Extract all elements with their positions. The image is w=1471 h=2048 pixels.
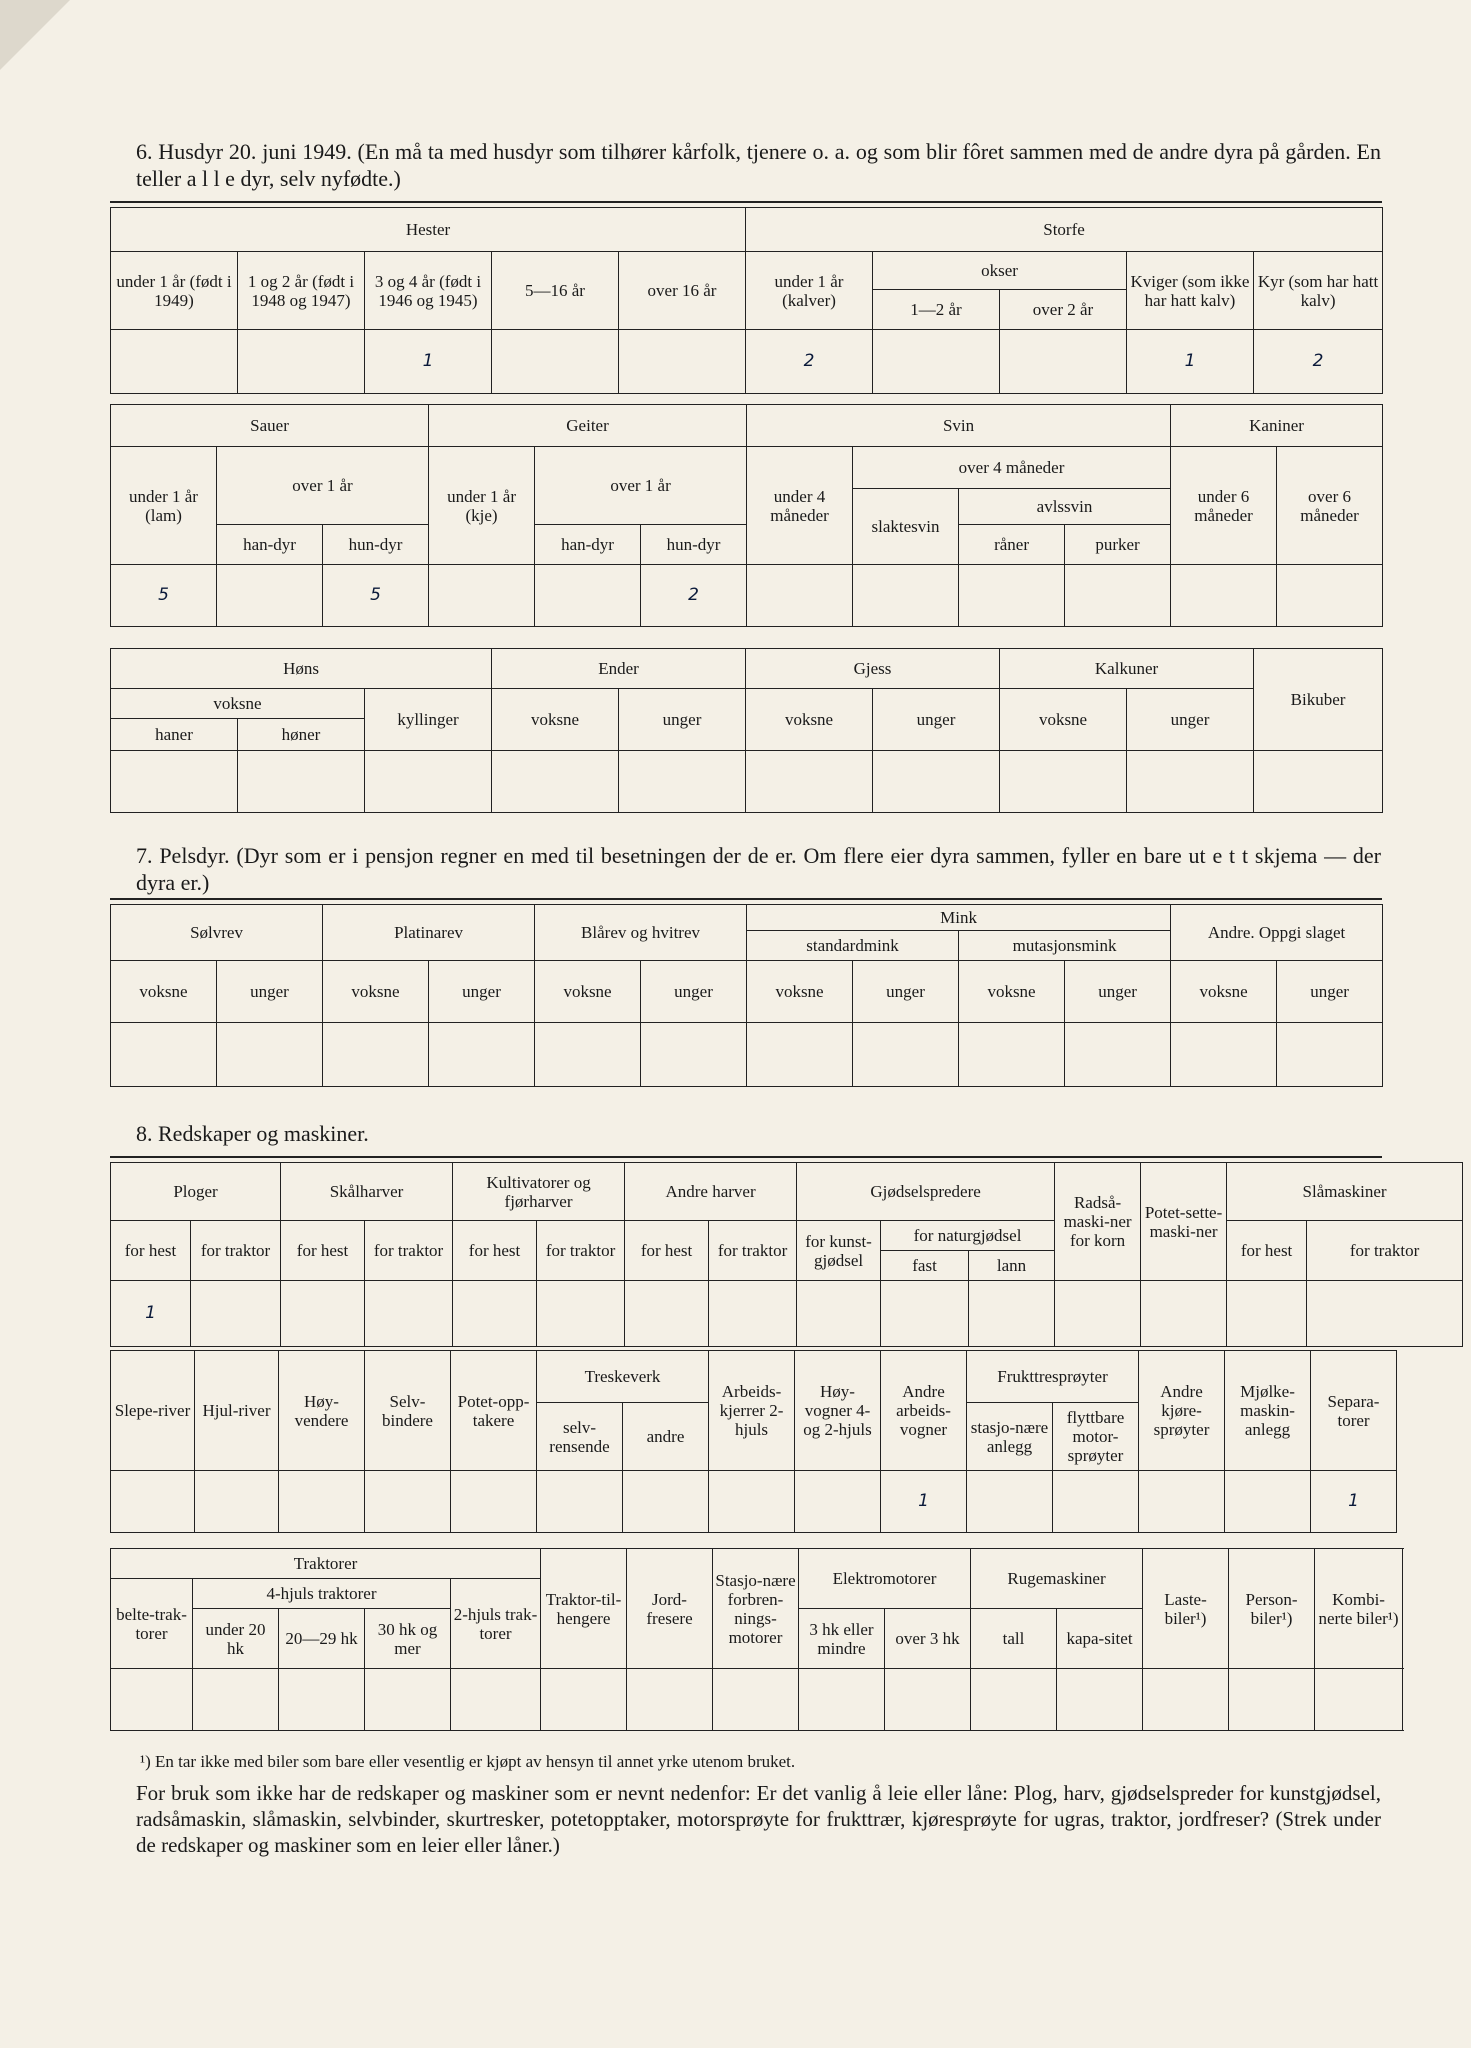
col-sauer-over1: over 1 år — [217, 447, 429, 525]
col-avlssvin: avlssvin — [959, 489, 1171, 525]
value-cell[interactable] — [1225, 1471, 1311, 1533]
col-s-okser-over2: over 2 år — [1000, 290, 1127, 330]
value-cell[interactable] — [747, 1023, 853, 1087]
col-voksne: voksne — [747, 961, 853, 1023]
section-6-rule — [110, 201, 1382, 203]
table-pelsdyr — [110, 904, 1383, 1087]
table-redskaper-1 — [110, 1162, 1463, 1347]
value-cell[interactable] — [1065, 565, 1171, 627]
col-h-under1: under 1 år (født i 1949) — [111, 252, 238, 330]
col-s-okser: okser — [873, 252, 1127, 290]
col-s-kyr: Kyr (som har hatt kalv) — [1254, 252, 1383, 330]
col-gjess-unger: unger — [873, 689, 1000, 751]
value-cell[interactable] — [193, 1669, 279, 1731]
value-cell[interactable]: 1 — [111, 1281, 191, 1347]
header-elektromotorer: Elektromotorer — [799, 1549, 971, 1609]
value-cell[interactable] — [111, 1471, 195, 1533]
closing-note: For bruk som ikke har de redskaper og maskiner som er nevnt nedenfor: Er det vanlig å leie eller låne: Plog, harv, gjødselspreder for kunstgjødsel, radsåmaskin, slåmaskin, selvbinder, skurtresker, potetopptaker, motorsprøyte for frukttrær, kjøresprøyte for ugras, traktor, jordfreser? (Strek under de redskaper og maskiner som en leier eller låner.) — [136, 1781, 1381, 1857]
col-svin-over4: over 4 måneder — [853, 447, 1171, 489]
header-ploger: Ploger — [111, 1163, 281, 1221]
col-under20: under 20 hk — [193, 1609, 279, 1669]
col-raner: råner — [959, 525, 1065, 565]
value-cell[interactable] — [623, 1471, 709, 1533]
col-fast: fast — [881, 1251, 969, 1281]
value-cell[interactable] — [971, 1669, 1057, 1731]
header-sauer: Sauer — [111, 405, 429, 447]
value-cell[interactable] — [873, 751, 1000, 813]
col-lann: lann — [969, 1251, 1055, 1281]
col-for-hest: for hest — [281, 1221, 365, 1281]
value-cell[interactable] — [873, 330, 1000, 394]
value-cell[interactable] — [111, 1023, 217, 1087]
value-cell[interactable] — [619, 330, 746, 394]
value-cell[interactable]: 5 — [111, 565, 217, 627]
value-cell[interactable] — [641, 1023, 747, 1087]
value-cell[interactable] — [709, 1281, 797, 1347]
header-treskeverk: Treskeverk — [537, 1351, 709, 1403]
value-cell[interactable] — [217, 565, 323, 627]
col-for-traktor: for traktor — [1307, 1221, 1463, 1281]
col-svin-under4: under 4 måneder — [747, 447, 853, 565]
col-hjulriver: Hjul-river — [195, 1351, 279, 1471]
header-mink: Mink — [747, 905, 1171, 931]
header-hester: Hester — [111, 208, 746, 252]
col-voksne: voksne — [323, 961, 429, 1023]
header-solvrev: Sølvrev — [111, 905, 323, 961]
value-cell[interactable] — [797, 1281, 881, 1347]
value-cell[interactable] — [537, 1281, 625, 1347]
col-voksne: voksne — [1171, 961, 1277, 1023]
value-cell[interactable] — [429, 1023, 535, 1087]
header-hons: Høns — [111, 649, 492, 689]
col-for-traktor: for traktor — [537, 1221, 625, 1281]
header-rugemaskiner: Rugemaskiner — [971, 1549, 1143, 1609]
col-unger: unger — [1065, 961, 1171, 1023]
value-cell[interactable] — [238, 751, 365, 813]
col-sauer-hundyr: hun-dyr — [323, 525, 429, 565]
value-cell[interactable] — [1055, 1281, 1141, 1347]
col-selvrensende: selv-rensende — [537, 1403, 623, 1471]
col-hk30: 30 hk og mer — [365, 1609, 451, 1669]
col-haner: haner — [111, 719, 238, 751]
value-cell[interactable] — [238, 330, 365, 394]
value-cell[interactable] — [541, 1669, 627, 1731]
value-cell[interactable] — [1171, 565, 1277, 627]
value-cell[interactable] — [709, 1471, 795, 1533]
header-andreharver: Andre harver — [625, 1163, 797, 1221]
value-cell[interactable] — [111, 1669, 193, 1731]
value-cell[interactable] — [492, 330, 619, 394]
col-mutasjonsmink: mutasjonsmink — [959, 931, 1171, 961]
header-geiter: Geiter — [429, 405, 747, 447]
table-redskaper-2 — [110, 1350, 1397, 1533]
col-stasjonaere-motorer: Stasjo-nære forbren-nings-motorer — [713, 1549, 799, 1669]
col-unger: unger — [217, 961, 323, 1023]
value-cell[interactable] — [535, 565, 641, 627]
col-ender-voksne: voksne — [492, 689, 619, 751]
col-sauer-handyr: han-dyr — [217, 525, 323, 565]
value-cell[interactable] — [365, 1669, 451, 1731]
col-kyllinger: kyllinger — [365, 689, 492, 751]
value-cell[interactable]: 1 — [1311, 1471, 1397, 1533]
header-ender: Ender — [492, 649, 746, 689]
value-cell[interactable] — [111, 330, 238, 394]
value-cell[interactable] — [195, 1471, 279, 1533]
col-slaktesvin: slaktesvin — [853, 489, 959, 565]
section-8-heading: 8. Redskaper og maskiner. — [136, 1121, 369, 1146]
col-for-traktor: for traktor — [191, 1221, 281, 1281]
col-flyttbare: flyttbare motor-sprøyter — [1053, 1403, 1139, 1471]
value-cell[interactable] — [1065, 1023, 1171, 1087]
col-tohjuls: 2-hjuls trak-torer — [451, 1579, 541, 1669]
value-cell[interactable] — [853, 565, 959, 627]
col-unger: unger — [641, 961, 747, 1023]
col-voksne: voksne — [959, 961, 1065, 1023]
col-mjolkemaskin: Mjølke-maskin-anlegg — [1225, 1351, 1311, 1471]
value-cell[interactable] — [492, 751, 619, 813]
col-s-kalver: under 1 år (kalver) — [746, 252, 873, 330]
value-cell[interactable] — [1315, 1669, 1403, 1731]
value-cell[interactable] — [535, 1023, 641, 1087]
header-skalharver: Skålharver — [281, 1163, 453, 1221]
col-personbiler: Person-biler¹) — [1229, 1549, 1315, 1669]
header-storfe: Storfe — [746, 208, 1383, 252]
value-cell[interactable] — [959, 565, 1065, 627]
col-kaniner-under6: under 6 måneder — [1171, 447, 1277, 565]
col-purker: purker — [1065, 525, 1171, 565]
col-lastebiler: Laste-biler¹) — [1143, 1549, 1229, 1669]
section-7-rule — [110, 898, 1382, 900]
value-cell[interactable] — [217, 1023, 323, 1087]
header-svin: Svin — [747, 405, 1171, 447]
col-geiter-handyr: han-dyr — [535, 525, 641, 565]
col-voksne: voksne — [535, 961, 641, 1023]
footnote: ¹) En tar ikke med biler som bare eller vesentlig er kjøpt av hensyn til annet yrke utenom bruket. — [140, 1752, 796, 1771]
col-h-over16: over 16 år — [619, 252, 746, 330]
value-cell[interactable]: 1 — [881, 1471, 967, 1533]
value-cell[interactable] — [1000, 751, 1127, 813]
value-cell[interactable] — [1277, 1023, 1383, 1087]
col-s-okser-1-2: 1—2 år — [873, 290, 1000, 330]
col-for-traktor: for traktor — [365, 1221, 453, 1281]
value-cell[interactable] — [453, 1281, 537, 1347]
value-cell[interactable] — [1229, 1669, 1315, 1731]
table-hester-storfe — [110, 207, 1383, 394]
value-cell[interactable] — [365, 1281, 453, 1347]
value-cell[interactable] — [191, 1281, 281, 1347]
value-cell[interactable] — [1143, 1669, 1229, 1731]
value-cell[interactable] — [746, 751, 873, 813]
col-gjess-voksne: voksne — [746, 689, 873, 751]
value-cell[interactable] — [627, 1669, 713, 1731]
header-kultivatorer: Kultivatorer og fjørharver — [453, 1163, 625, 1221]
col-stasjonaere-anlegg: stasjo-nære anlegg — [967, 1403, 1053, 1471]
value-cell[interactable] — [1127, 751, 1254, 813]
value-cell[interactable] — [1057, 1669, 1143, 1731]
value-cell[interactable] — [881, 1281, 969, 1347]
col-kapasitet: kapa-sitet — [1057, 1609, 1143, 1669]
value-cell[interactable] — [1227, 1281, 1307, 1347]
col-hoyvendere: Høy-vendere — [279, 1351, 365, 1471]
header-andre: Andre. Oppgi slaget — [1171, 905, 1383, 961]
value-cell[interactable]: 2 — [1254, 330, 1383, 394]
header-platinarev: Platinarev — [323, 905, 535, 961]
col-selvbindere: Selv-bindere — [365, 1351, 451, 1471]
col-traktortilhengere: Traktor-til-hengere — [541, 1549, 627, 1669]
section-8-rule — [110, 1156, 1382, 1158]
value-cell[interactable] — [279, 1669, 365, 1731]
col-hons-voksne: voksne — [111, 689, 365, 719]
col-unger: unger — [853, 961, 959, 1023]
col-tall: tall — [971, 1609, 1057, 1669]
col-h-1og2: 1 og 2 år (født i 1948 og 1947) — [238, 252, 365, 330]
col-geiter-over1: over 1 år — [535, 447, 747, 525]
value-cell[interactable] — [619, 751, 746, 813]
value-cell[interactable]: 1 — [365, 330, 492, 394]
col-for-traktor: for traktor — [709, 1221, 797, 1281]
col-beltetraktorer: belte-trak-torer — [111, 1579, 193, 1669]
col-hoyvogner: Høy-vogner 4- og 2-hjuls — [795, 1351, 881, 1471]
col-ender-unger: unger — [619, 689, 746, 751]
value-cell[interactable] — [111, 751, 238, 813]
value-cell[interactable]: 5 — [323, 565, 429, 627]
value-cell[interactable] — [747, 565, 853, 627]
section-7-heading: 7. Pelsdyr. (Dyr som er i pensjon regner en med til besetningen der de er. Om flere eier dyra sammen, fyller en bare ut e t t skjema — der dyra er.) — [136, 843, 1381, 895]
section-6-heading: 6. Husdyr 20. juni 1949. (En må ta med husdyr som tilhører kårfolk, tjenere o. a. og som blir fôret sammen med de andre dyra på gården. En teller a l l e dyr, selv nyfødte.) — [136, 139, 1381, 191]
value-cell[interactable]: 2 — [641, 565, 747, 627]
value-cell[interactable] — [429, 565, 535, 627]
col-em-3hk: 3 hk eller mindre — [799, 1609, 885, 1669]
value-cell[interactable] — [451, 1471, 537, 1533]
value-cell[interactable] — [969, 1281, 1055, 1347]
col-for-kunstgjodsel: for kunst-gjødsel — [797, 1221, 881, 1281]
col-unger: unger — [429, 961, 535, 1023]
value-cell[interactable] — [625, 1281, 709, 1347]
col-kaniner-over6: over 6 måneder — [1277, 447, 1383, 565]
col-hk20-29: 20—29 hk — [279, 1609, 365, 1669]
col-for-hest: for hest — [1227, 1221, 1307, 1281]
value-cell[interactable] — [323, 1023, 429, 1087]
col-for-naturgjodsel: for naturgjødsel — [881, 1221, 1055, 1251]
header-gjodselspredere: Gjødselspredere — [797, 1163, 1055, 1221]
value-cell[interactable] — [1000, 330, 1127, 394]
col-lam: under 1 år (lam) — [111, 447, 217, 565]
value-cell[interactable] — [537, 1471, 623, 1533]
header-kaniner: Kaniner — [1171, 405, 1383, 447]
value-cell[interactable] — [795, 1471, 881, 1533]
col-separatorer: Separa-torer — [1311, 1351, 1397, 1471]
value-cell[interactable] — [959, 1023, 1065, 1087]
table-traktorer — [110, 1548, 1403, 1731]
value-cell[interactable] — [281, 1281, 365, 1347]
value-cell[interactable] — [853, 1023, 959, 1087]
col-s-kviger: Kviger (som ikke har hatt kalv) — [1127, 252, 1254, 330]
col-for-hest: for hest — [625, 1221, 709, 1281]
header-traktorer: Traktorer — [111, 1549, 541, 1579]
col-andrearbeidsvogner: Andre arbeids-vogner — [881, 1351, 967, 1471]
value-cell[interactable]: 2 — [746, 330, 873, 394]
header-bikuber: Bikuber — [1254, 649, 1383, 751]
col-geiter-hundyr: hun-dyr — [641, 525, 747, 565]
value-cell[interactable] — [365, 751, 492, 813]
value-cell[interactable] — [713, 1669, 799, 1731]
col-arbeidskjerrer: Arbeids-kjerrer 2-hjuls — [709, 1351, 795, 1471]
col-for-hest: for hest — [453, 1221, 537, 1281]
value-cell[interactable] — [451, 1669, 541, 1731]
value-cell[interactable] — [1139, 1471, 1225, 1533]
col-andrekjore: Andre kjøre-sprøyter — [1139, 1351, 1225, 1471]
col-voksne: voksne — [111, 961, 217, 1023]
header-radsamaskiner: Radså-maski-ner for korn — [1055, 1163, 1141, 1281]
value-cell[interactable] — [1307, 1281, 1463, 1347]
header-kalkuner: Kalkuner — [1000, 649, 1254, 689]
col-jordfresere: Jord-fresere — [627, 1549, 713, 1669]
col-unger: unger — [1277, 961, 1383, 1023]
folded-corner — [0, 0, 70, 70]
col-standardmink: standardmink — [747, 931, 959, 961]
header-firehjuls: 4-hjuls traktorer — [193, 1579, 451, 1609]
value-cell[interactable] — [1053, 1471, 1139, 1533]
col-treskeverk-andre: andre — [623, 1403, 709, 1471]
value-cell[interactable] — [279, 1471, 365, 1533]
header-potetsette: Potet-sette-maski-ner — [1141, 1163, 1227, 1281]
value-cell[interactable] — [799, 1669, 885, 1731]
value-cell[interactable] — [1141, 1281, 1227, 1347]
col-em-over3: over 3 hk — [885, 1609, 971, 1669]
value-cell[interactable]: 1 — [1127, 330, 1254, 394]
header-blarev: Blårev og hvitrev — [535, 905, 747, 961]
value-cell[interactable] — [365, 1471, 451, 1533]
col-honer: høner — [238, 719, 365, 751]
table-fjorfe — [110, 648, 1383, 813]
value-cell[interactable] — [1277, 565, 1383, 627]
value-cell[interactable] — [1171, 1023, 1277, 1087]
col-kalkuner-unger: unger — [1127, 689, 1254, 751]
col-h-5-16: 5—16 år — [492, 252, 619, 330]
header-gjess: Gjess — [746, 649, 1000, 689]
col-for-hest: for hest — [111, 1221, 191, 1281]
value-cell[interactable] — [967, 1471, 1053, 1533]
col-sleperiver: Slepe-river — [111, 1351, 195, 1471]
col-kje: under 1 år (kje) — [429, 447, 535, 565]
col-kombinerte: Kombi-nerte biler¹) — [1315, 1549, 1403, 1669]
col-h-3og4: 3 og 4 år (født i 1946 og 1945) — [365, 252, 492, 330]
col-potetopptakere: Potet-opp-takere — [451, 1351, 537, 1471]
col-kalkuner-voksne: voksne — [1000, 689, 1127, 751]
value-cell[interactable] — [1254, 751, 1383, 813]
value-cell[interactable] — [885, 1669, 971, 1731]
header-slamaskiner: Slåmaskiner — [1227, 1163, 1463, 1221]
table-sauer-geiter-svin-kaniner — [110, 404, 1383, 627]
header-fruktsproyter: Frukttresprøyter — [967, 1351, 1139, 1403]
